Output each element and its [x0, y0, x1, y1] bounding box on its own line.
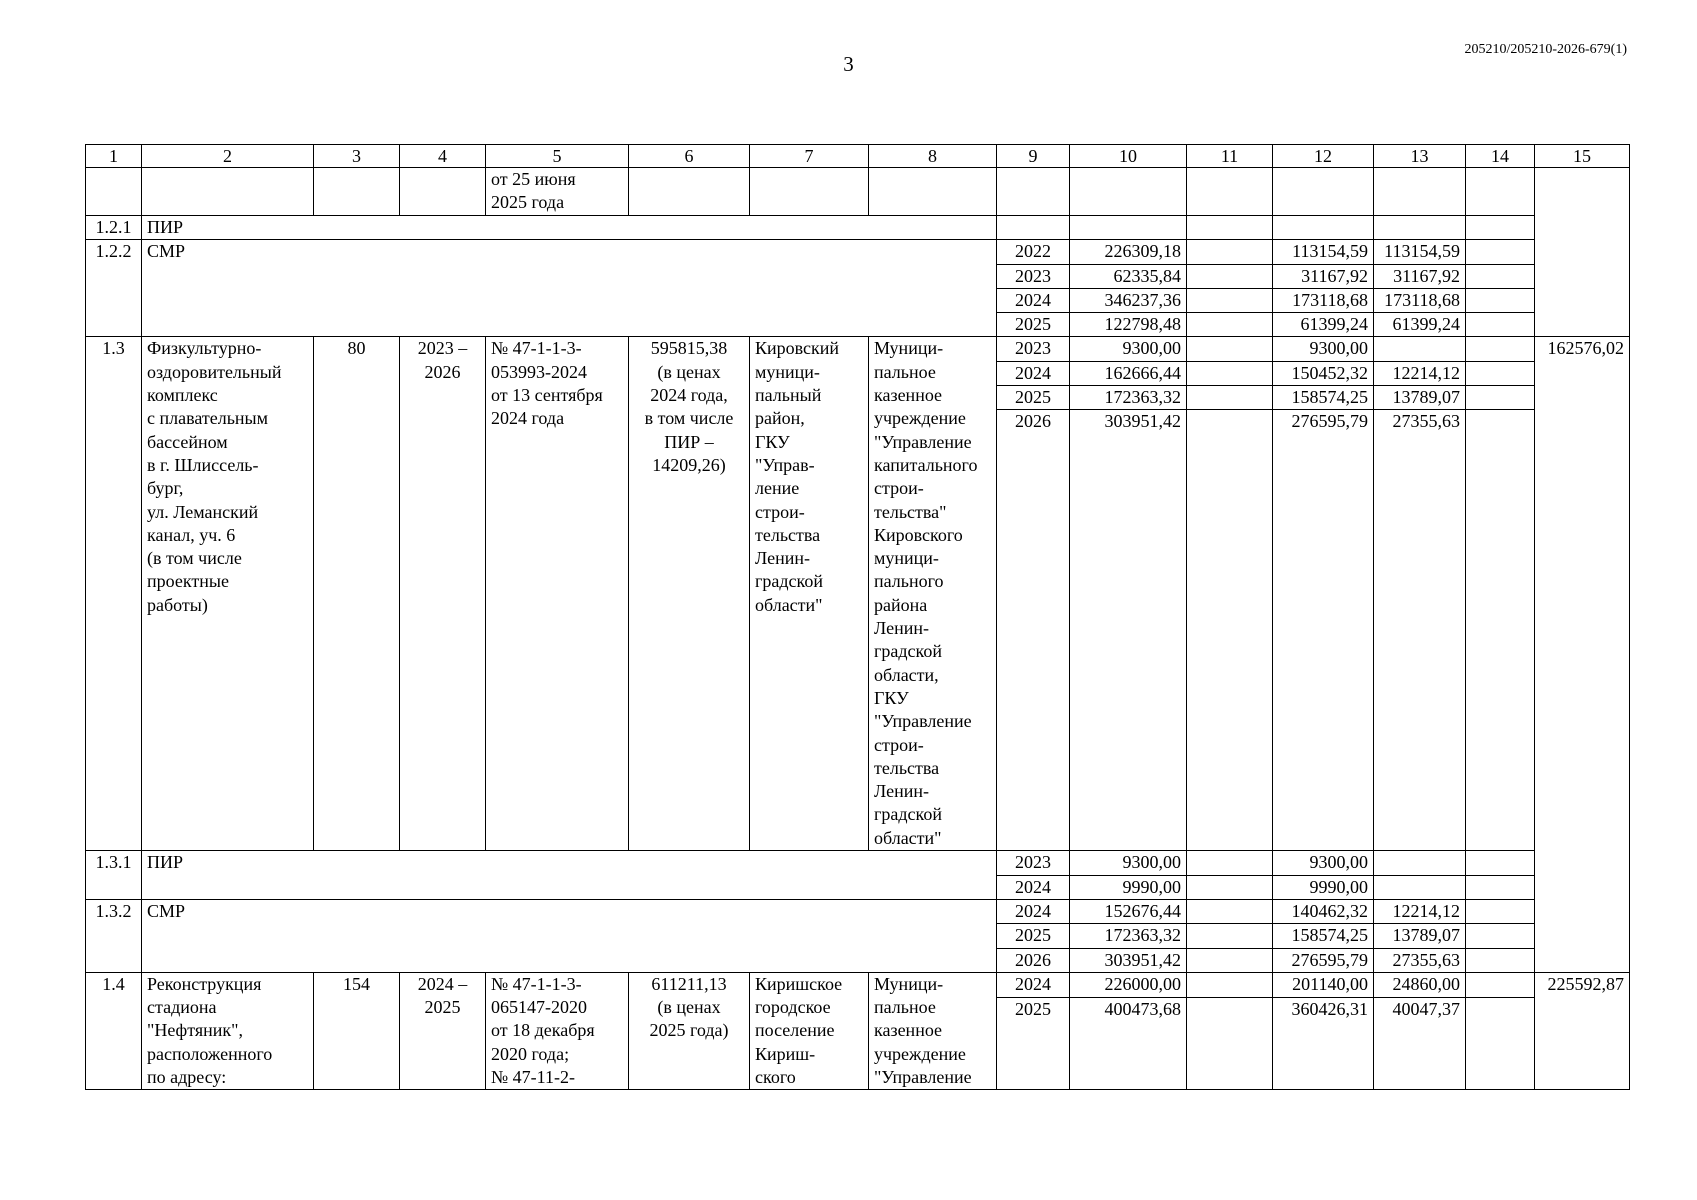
balance-amount: 225592,87	[1535, 972, 1630, 1089]
header-cell: 14	[1466, 145, 1535, 168]
amount-col13: 40047,37	[1374, 998, 1466, 1090]
year: 2023	[997, 264, 1070, 288]
amount-col12: 9300,00	[1273, 851, 1374, 875]
year: 2022	[997, 240, 1070, 264]
amount-col12: 140462,32	[1273, 899, 1374, 923]
year: 2025	[997, 998, 1070, 1090]
expertise-conclusion: № 47-1-1-3- 053993-2024 от 13 сентября 2024 года	[486, 337, 629, 851]
amount-col12: 31167,92	[1273, 264, 1374, 288]
total-amount: 122798,48	[1070, 313, 1187, 337]
header-cell: 1	[86, 145, 142, 168]
row-number: 1.3	[86, 337, 142, 851]
amount-col13: 12214,12	[1374, 361, 1466, 385]
amount-col13: 12214,12	[1374, 899, 1466, 923]
stage-label: ПИР	[142, 851, 997, 900]
capacity: 80	[314, 337, 400, 851]
total-amount: 172363,32	[1070, 386, 1187, 410]
amount-col13: 13789,07	[1374, 386, 1466, 410]
year: 2025	[997, 386, 1070, 410]
header-cell: 4	[400, 145, 486, 168]
year: 2023	[997, 337, 1070, 361]
total-amount: 226000,00	[1070, 972, 1187, 997]
table-row	[86, 851, 1630, 875]
table-row	[86, 240, 1630, 264]
row-number: 1.2.2	[86, 240, 142, 337]
total-amount: 400473,68	[1070, 998, 1187, 1090]
table-row	[86, 972, 1630, 997]
year: 2026	[997, 410, 1070, 851]
total-amount: 303951,42	[1070, 410, 1187, 851]
header-cell: 11	[1187, 145, 1273, 168]
header-cell: 6	[629, 145, 750, 168]
header-cell: 5	[486, 145, 629, 168]
amount-col13: 113154,59	[1374, 240, 1466, 264]
year: 2023	[997, 851, 1070, 875]
capacity: 154	[314, 972, 400, 1089]
amount-col12: 61399,24	[1273, 313, 1374, 337]
amount-col12: 158574,25	[1273, 386, 1374, 410]
total-amount: 346237,36	[1070, 288, 1187, 312]
amount-col12: 113154,59	[1273, 240, 1374, 264]
amount-col12: 360426,31	[1273, 998, 1374, 1090]
amount-col13	[1374, 337, 1466, 361]
object-name: Физкультурно- оздоровительный комплекс с плавательным бассейном в г. Шлиссель- бург, ул. Леманский канал, уч. 6 (в том числе проектные работы)	[142, 337, 314, 851]
construction-period: 2023 – 2026	[400, 337, 486, 851]
table-row	[86, 899, 1630, 923]
amount-col13: 61399,24	[1374, 313, 1466, 337]
document-code: 205210/205210-2026-679(1)	[1464, 42, 1627, 57]
header-cell: 7	[750, 145, 869, 168]
total-amount: 226309,18	[1070, 240, 1187, 264]
expertise-conclusion: № 47-1-1-3- 065147-2020 от 18 декабря 2020 года; № 47-11-2-	[486, 972, 629, 1089]
year: 2024	[997, 361, 1070, 385]
row-number: 1.2.1	[86, 216, 142, 240]
total-amount: 9300,00	[1070, 337, 1187, 361]
row-number: 1.3.2	[86, 899, 142, 972]
header-cell: 8	[869, 145, 997, 168]
object-name: Реконструкция стадиона "Нефтяник", расположенного по адресу:	[142, 972, 314, 1089]
total-amount: 303951,42	[1070, 948, 1187, 972]
amount-col12: 201140,00	[1273, 972, 1374, 997]
recipient: Киришское городское поселение Кириш- ского	[750, 972, 869, 1089]
estimated-cost: 595815,38 (в ценах 2024 года, в том числе ПИР – 14209,26)	[629, 337, 750, 851]
amount-col12: 276595,79	[1273, 410, 1374, 851]
total-amount: 9300,00	[1070, 851, 1187, 875]
stage-label: СМР	[142, 240, 997, 337]
continuation-date: от 25 июня 2025 года	[486, 168, 629, 216]
estimated-cost: 611211,13 (в ценах 2025 года)	[629, 972, 750, 1089]
amount-col13: 173118,68	[1374, 288, 1466, 312]
amount-col13: 27355,63	[1374, 948, 1466, 972]
amount-col13: 31167,92	[1374, 264, 1466, 288]
amount-col12: 158574,25	[1273, 924, 1374, 948]
header-cell: 3	[314, 145, 400, 168]
amount-col13: 27355,63	[1374, 410, 1466, 851]
total-amount: 162666,44	[1070, 361, 1187, 385]
amount-col13: 24860,00	[1374, 972, 1466, 997]
header-cell: 15	[1535, 145, 1630, 168]
amount-col12: 173118,68	[1273, 288, 1374, 312]
header-cell: 10	[1070, 145, 1187, 168]
total-amount: 9990,00	[1070, 875, 1187, 899]
amount-col12: 276595,79	[1273, 948, 1374, 972]
customer: Муници- пальное казенное учреждение "Управление	[869, 972, 997, 1089]
header-cell: 9	[997, 145, 1070, 168]
year: 2025	[997, 313, 1070, 337]
total-amount: 62335,84	[1070, 264, 1187, 288]
column-number-row	[86, 145, 1630, 168]
recipient: Кировский муници- пальный район, ГКУ "Управ- ление строи- тельства Ленин- градской области"	[750, 337, 869, 851]
table-row	[86, 337, 1630, 361]
row-number: 1.3.1	[86, 851, 142, 900]
header-cell: 12	[1273, 145, 1374, 168]
customer: Муници- пальное казенное учреждение "Управление капитального строи- тельства" Кировского муници- пального района Ленин- градской области, ГКУ "Управление строи- тельства Ленин- градской области"	[869, 337, 997, 851]
year: 2026	[997, 948, 1070, 972]
year: 2025	[997, 924, 1070, 948]
row-number: 1.4	[86, 972, 142, 1089]
amount-col13: 13789,07	[1374, 924, 1466, 948]
amount-col12: 9990,00	[1273, 875, 1374, 899]
total-amount: 152676,44	[1070, 899, 1187, 923]
table-row	[86, 216, 1630, 240]
total-amount: 172363,32	[1070, 924, 1187, 948]
year: 2024	[997, 972, 1070, 997]
year: 2024	[997, 899, 1070, 923]
page-number: 3	[843, 52, 854, 76]
header-cell: 13	[1374, 145, 1466, 168]
continuation-row	[86, 168, 1630, 216]
amount-col12: 9300,00	[1273, 337, 1374, 361]
year: 2024	[997, 288, 1070, 312]
amount-col12: 150452,32	[1273, 361, 1374, 385]
year: 2024	[997, 875, 1070, 899]
balance-amount: 162576,02	[1535, 337, 1630, 972]
construction-period: 2024 – 2025	[400, 972, 486, 1089]
stage-label: СМР	[142, 899, 997, 972]
header-cell: 2	[142, 145, 314, 168]
investment-table	[85, 144, 1630, 1090]
stage-label: ПИР	[142, 216, 997, 240]
